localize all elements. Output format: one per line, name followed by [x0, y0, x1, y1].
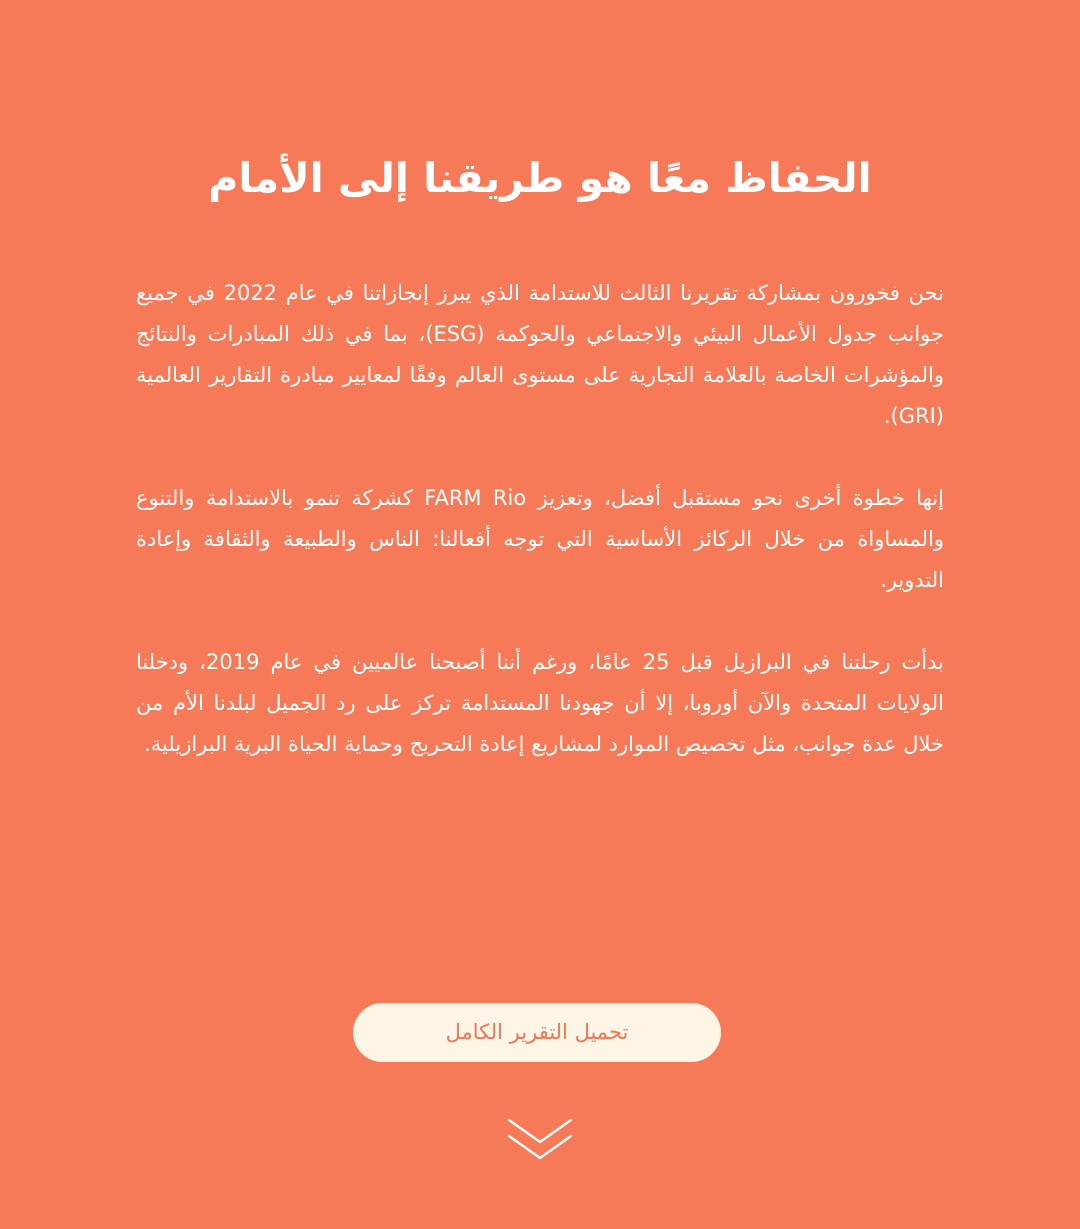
paragraph-report: نحن فخورون بمشاركة تقريرنا الثالث للاستدامة الذي يبرز إنجازاتنا في عام 2022 في جميع جوانب جدول الأعمال البيئي والاجتماعي والحوكمة (ESG)، بما في ذلك المبادرات والنتائج والمؤشرات الخاصة بالعلامة التجارية على مستوى العالم وفقًا لمعايير مبادرة التقارير العالمية (GRI).: [136, 281, 945, 428]
paragraph-journey: بدأت رحلتنا في البرازيل قبل 25 عامًا، ورغم أننا أصبحنا عالميين في عام 2019، ودخلنا الولايات المتحدة والآن أوروبا، إلا أن جهودنا المستدامة تركز على رد الجميل لبلدنا الأم من خلال عدة جوانب، مثل تخصيص الموارد لمشاريع إعادة التحريج وحماية الحياة البرية البرازيلية.: [136, 650, 944, 756]
double-chevron-down-icon[interactable]: [507, 1114, 573, 1162]
download-full-report-button[interactable]: تحميل التقرير الكامل: [353, 1003, 721, 1062]
paragraph-future: إنها خطوة أخرى نحو مستقبل أفضل، وتعزيز FARM Rio كشركة تنمو بالاستدامة والتنوع والمساواة من خلال الركائز الأساسية التي توجه أفعالنا: الناس والطبيعة والثقافة وإعادة التدوير.: [136, 486, 944, 592]
intro-text: [136, 273, 944, 806]
page-title: الحفاظ معًا هو طريقنا إلى الأمام: [208, 154, 872, 202]
